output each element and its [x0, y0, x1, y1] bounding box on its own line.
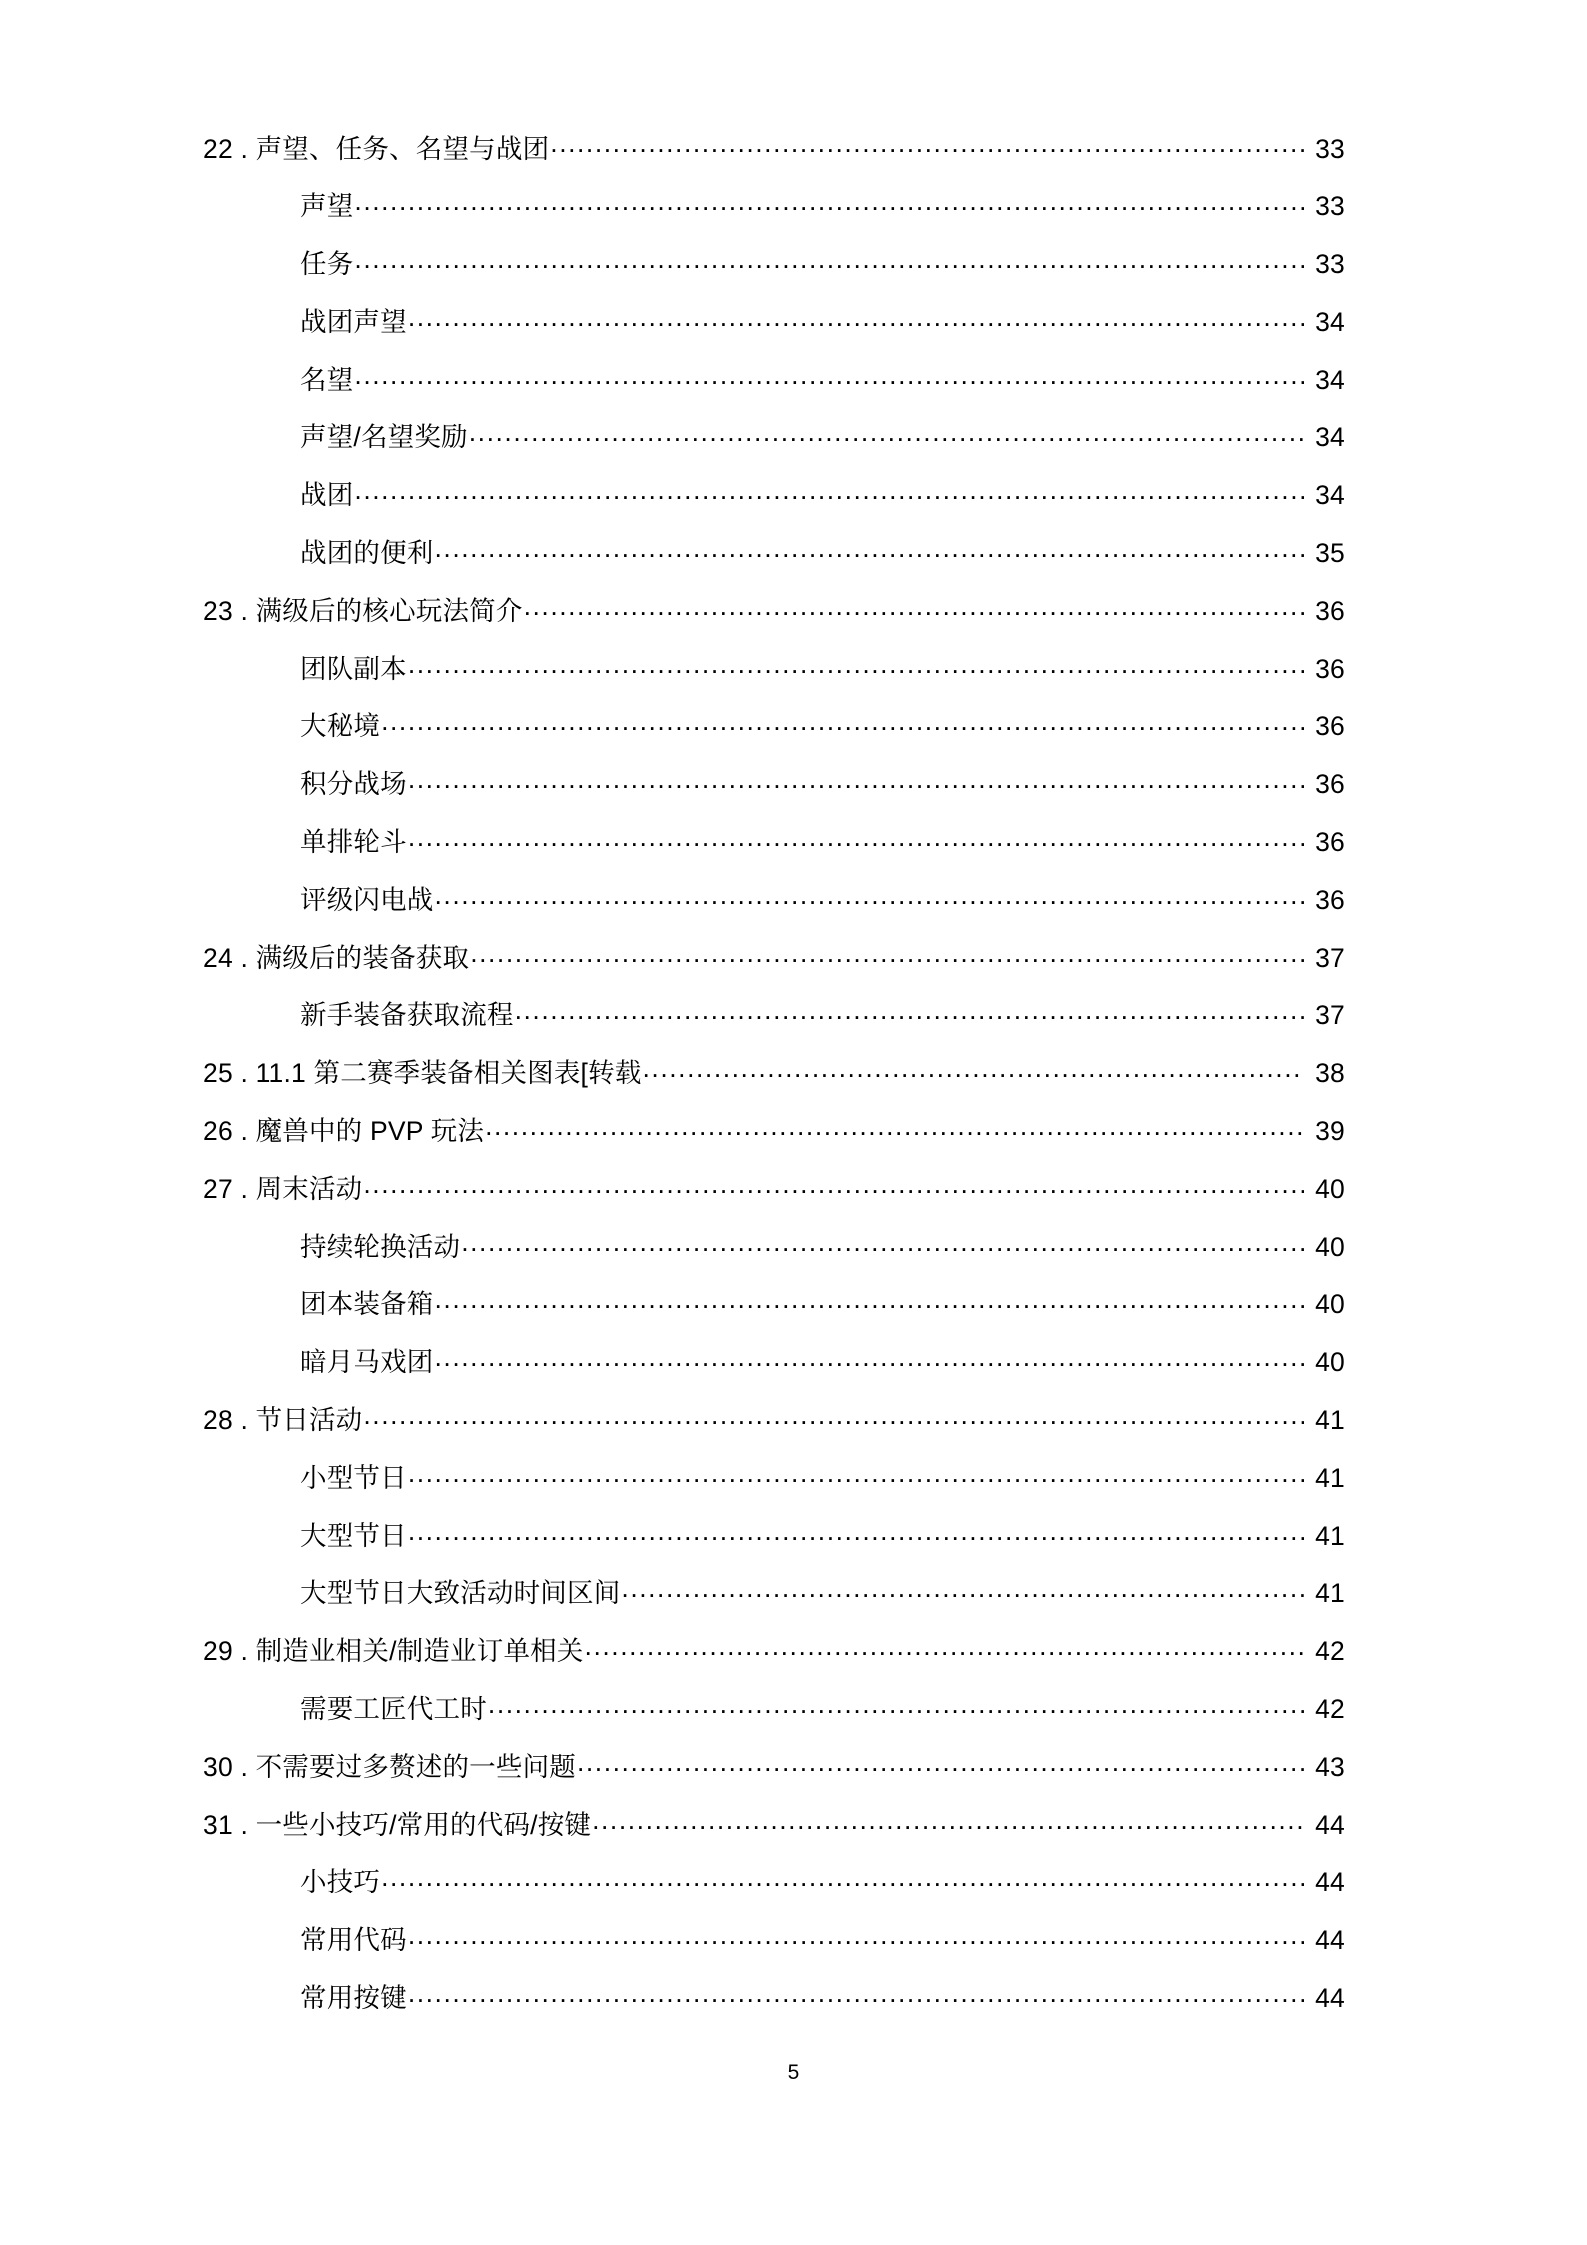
toc-dot-leader	[592, 1807, 1304, 1834]
toc-entry[interactable]	[203, 1865, 1345, 1923]
toc-entry-title: 战团声望	[300, 306, 407, 337]
toc-entry[interactable]	[203, 536, 1345, 594]
toc-entry-number: 25 .	[203, 1058, 256, 1089]
toc-entry-page-number: 36	[1315, 827, 1345, 858]
toc-dot-leader	[381, 1865, 1304, 1892]
toc-entry-page-number: 44	[1315, 1867, 1345, 1898]
toc-dot-leader	[488, 1692, 1304, 1719]
toc-dot-leader	[515, 998, 1304, 1025]
toc-entry-title: 小技巧	[300, 1867, 381, 1898]
toc-dot-leader	[643, 1056, 1304, 1083]
toc-entry[interactable]	[203, 1171, 1345, 1229]
toc-entry-title: 大秘境	[300, 711, 381, 742]
toc-entry[interactable]	[203, 247, 1345, 305]
toc-entry-page-number: 36	[1315, 884, 1345, 915]
toc-entry[interactable]	[203, 304, 1345, 362]
toc-entry-page-number: 34	[1315, 306, 1345, 337]
toc-dot-leader	[435, 536, 1305, 563]
toc-entry-title: 任务	[300, 249, 354, 280]
toc-entry-title: 评级闪电战	[300, 884, 434, 915]
toc-dot-leader	[408, 1981, 1304, 2008]
toc-entry[interactable]	[203, 1403, 1345, 1461]
toc-entry[interactable]	[203, 1692, 1345, 1750]
toc-entry[interactable]	[203, 709, 1345, 767]
toc-entry-page-number: 44	[1315, 1983, 1345, 2013]
toc-entry-page-number: 38	[1315, 1058, 1345, 1089]
toc-entry[interactable]	[203, 651, 1345, 709]
toc-entry-title: 满级后的装备获取	[255, 942, 470, 973]
toc-entry-page-number: 37	[1315, 942, 1345, 973]
toc-entry-title: 战团	[300, 480, 354, 511]
toc-entry-page-number: 41	[1315, 1462, 1345, 1493]
toc-entry[interactable]	[203, 1576, 1345, 1634]
table-of-contents	[203, 131, 1345, 2038]
toc-entry[interactable]	[203, 1460, 1345, 1518]
toc-dot-leader	[381, 709, 1304, 736]
toc-dot-leader	[461, 1229, 1304, 1256]
toc-entry-title: 节日活动	[255, 1405, 363, 1436]
toc-entry-title: 魔兽中的 PVP 玩法	[255, 1116, 485, 1147]
toc-entry-title: 新手装备获取流程	[300, 1000, 514, 1031]
toc-entry-title: 团本装备箱	[300, 1289, 434, 1320]
toc-entry-title: 不需要过多赘述的一些问题	[255, 1751, 576, 1782]
toc-dot-leader	[621, 1576, 1304, 1603]
toc-entry-page-number: 40	[1315, 1231, 1345, 1262]
toc-entry-number: 29 .	[203, 1636, 256, 1667]
toc-entry-title: 满级后的核心玩法简介	[255, 595, 523, 626]
toc-entry-page-number: 33	[1315, 191, 1345, 222]
toc-entry-number: 31 .	[203, 1809, 256, 1840]
toc-entry-page-number: 40	[1315, 1347, 1345, 1378]
toc-entry[interactable]	[203, 1056, 1345, 1114]
toc-entry-number: 27 .	[203, 1173, 256, 1204]
toc-dot-leader	[585, 1634, 1304, 1661]
toc-dot-leader	[408, 1460, 1304, 1487]
toc-entry[interactable]	[203, 1518, 1345, 1576]
toc-entry[interactable]	[203, 131, 1345, 189]
toc-entry-title: 暗月马戏团	[300, 1347, 434, 1378]
toc-entry-page-number: 44	[1315, 1809, 1345, 1840]
toc-entry[interactable]	[203, 1634, 1345, 1692]
toc-entry-page-number: 41	[1315, 1578, 1345, 1609]
toc-dot-leader	[408, 651, 1304, 678]
toc-entry-title: 制造业相关/制造业订单相关	[255, 1636, 584, 1667]
toc-dot-leader	[577, 1749, 1304, 1776]
toc-entry-title: 战团的便利	[300, 538, 434, 569]
toc-entry-page-number: 34	[1315, 480, 1345, 511]
toc-entry-page-number: 40	[1315, 1173, 1345, 1204]
toc-entry-page-number: 41	[1315, 1405, 1345, 1436]
toc-entry-title: 11.1 第二赛季装备相关图表[转载	[255, 1058, 642, 1089]
toc-entry-number: 24 .	[203, 942, 256, 973]
toc-dot-leader	[435, 1345, 1305, 1372]
toc-entry-page-number: 39	[1315, 1116, 1345, 1147]
toc-entry-number: 30 .	[203, 1751, 256, 1782]
toc-entry-title: 单排轮斗	[300, 827, 407, 858]
toc-entry-title: 名望	[300, 364, 354, 395]
toc-dot-leader	[524, 593, 1304, 620]
toc-dot-leader	[354, 189, 1304, 216]
toc-entry[interactable]	[203, 882, 1345, 940]
toc-entry-page-number: 36	[1315, 769, 1345, 800]
toc-entry[interactable]	[203, 1923, 1345, 1981]
toc-dot-leader	[408, 767, 1304, 794]
toc-entry[interactable]	[203, 1981, 1345, 2039]
toc-entry-title: 声望/名望奖励	[300, 422, 468, 453]
toc-entry-page-number: 37	[1315, 1000, 1345, 1031]
toc-dot-leader	[550, 131, 1304, 158]
toc-entry-title: 声望、任务、名望与战团	[255, 133, 550, 164]
toc-dot-leader	[408, 1518, 1304, 1545]
toc-entry[interactable]	[203, 767, 1345, 825]
toc-entry-title: 常用按键	[300, 1983, 407, 2013]
toc-entry[interactable]	[203, 940, 1345, 998]
toc-entry-title: 小型节日	[300, 1462, 407, 1493]
toc-entry-title: 一些小技巧/常用的代码/按键	[255, 1809, 592, 1840]
toc-entry-title: 大型节日大致活动时间区间	[300, 1578, 621, 1609]
toc-dot-leader	[408, 304, 1304, 331]
toc-entry[interactable]	[203, 998, 1345, 1056]
toc-entry[interactable]	[203, 1749, 1345, 1807]
toc-entry[interactable]	[203, 1114, 1345, 1172]
toc-entry-page-number: 33	[1315, 249, 1345, 280]
toc-dot-leader	[485, 1114, 1304, 1141]
toc-entry-title: 声望	[300, 191, 354, 222]
toc-dot-leader	[469, 420, 1304, 447]
toc-entry-page-number: 36	[1315, 711, 1345, 742]
toc-entry-page-number: 42	[1315, 1636, 1345, 1667]
toc-dot-leader	[408, 825, 1304, 852]
toc-entry-page-number: 36	[1315, 595, 1345, 626]
toc-entry[interactable]	[203, 1287, 1345, 1345]
toc-entry-title: 需要工匠代工时	[300, 1694, 487, 1725]
toc-dot-leader	[435, 1287, 1305, 1314]
toc-entry[interactable]	[203, 1345, 1345, 1403]
toc-entry-page-number: 42	[1315, 1694, 1345, 1725]
toc-entry[interactable]	[203, 825, 1345, 883]
toc-entry-page-number: 40	[1315, 1289, 1345, 1320]
toc-entry-page-number: 41	[1315, 1520, 1345, 1551]
toc-entry-title: 周末活动	[255, 1173, 363, 1204]
toc-dot-leader	[408, 1923, 1304, 1950]
toc-entry-page-number: 43	[1315, 1751, 1345, 1782]
toc-entry[interactable]	[203, 1229, 1345, 1287]
toc-entry[interactable]	[203, 189, 1345, 247]
toc-entry-page-number: 36	[1315, 653, 1345, 684]
toc-entry-title: 积分战场	[300, 769, 407, 800]
toc-dot-leader	[354, 362, 1304, 389]
toc-dot-leader	[363, 1171, 1304, 1198]
toc-entry[interactable]	[203, 1807, 1345, 1865]
toc-entry-number: 23 .	[203, 595, 256, 626]
toc-entry-number: 22 .	[203, 133, 256, 164]
toc-dot-leader	[470, 940, 1304, 967]
toc-dot-leader	[354, 247, 1304, 274]
toc-entry-title: 持续轮换活动	[300, 1231, 461, 1262]
toc-entry[interactable]	[203, 420, 1345, 478]
toc-entry-title: 大型节日	[300, 1520, 407, 1551]
toc-entry-page-number: 33	[1315, 133, 1345, 164]
toc-entry-page-number: 44	[1315, 1925, 1345, 1956]
page-number-footer: 5	[787, 2061, 800, 2084]
toc-dot-leader	[363, 1403, 1304, 1430]
toc-entry[interactable]	[203, 593, 1345, 651]
toc-dot-leader	[435, 882, 1305, 909]
toc-entry[interactable]	[203, 478, 1345, 536]
toc-entry-title: 常用代码	[300, 1925, 407, 1956]
toc-entry[interactable]	[203, 362, 1345, 420]
toc-entry-page-number: 34	[1315, 422, 1345, 453]
toc-entry-page-number: 34	[1315, 364, 1345, 395]
toc-entry-title: 团队副本	[300, 653, 407, 684]
toc-entry-number: 26 .	[203, 1116, 256, 1147]
toc-entry-number: 28 .	[203, 1405, 256, 1436]
toc-entry-page-number: 35	[1315, 538, 1345, 569]
toc-dot-leader	[354, 478, 1304, 505]
